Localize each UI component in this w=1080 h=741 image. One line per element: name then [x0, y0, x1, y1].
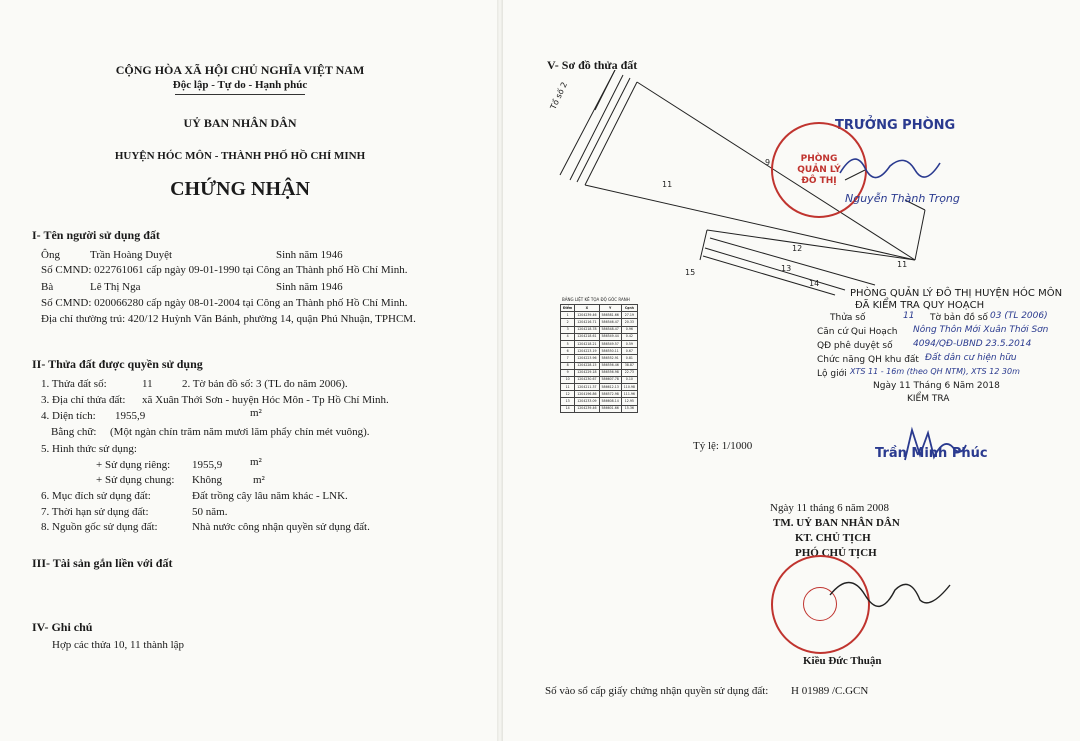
table-row	[561, 391, 638, 398]
check-road-label: Lộ giới	[817, 369, 847, 379]
owner1-name: Trần Hoàng Duyệt	[90, 249, 173, 261]
check-basis-label: Căn cứ Qui Hoạch	[817, 327, 898, 337]
stamp1-signer: Nguyễn Thành Trọng	[845, 192, 960, 205]
check-sheet-label: Tờ bản đồ số	[930, 313, 988, 323]
owner2-prefix: Bà	[41, 281, 54, 293]
certificate-left-page	[0, 0, 495, 741]
stamp1-center: PHÒNG QUẢN LÝ ĐÔ THỊ	[797, 154, 841, 186]
coord-cell: 586581.66	[599, 312, 621, 319]
coord-cell: 586548.47	[599, 326, 621, 333]
scale: Tỷ lệ: 1/1000	[693, 440, 753, 452]
page-fold	[497, 0, 503, 741]
sign-date: Ngày 11 tháng 6 năm 2008	[770, 502, 890, 514]
coord-cell: 22.73	[621, 369, 637, 376]
shared-use-unit: m²	[253, 474, 265, 486]
shared-use-value: Không	[192, 474, 222, 486]
table-row	[561, 340, 638, 347]
motto-underline	[175, 94, 305, 95]
coord-cell: 11	[561, 384, 575, 391]
table-row	[561, 348, 638, 355]
coordinate-table	[560, 304, 638, 413]
table-row	[561, 362, 638, 369]
plot-label-14: 14	[809, 279, 820, 288]
coord-cell: 1204218.21	[575, 340, 599, 347]
sign-name: Kiều Đức Thuận	[803, 655, 882, 667]
coord-cell: 1204239.46	[575, 405, 599, 412]
owner1-birth: Sinh năm 1946	[276, 249, 343, 261]
origin-value: Nhà nước công nhận quyền sử dụng đất.	[192, 521, 370, 533]
area-words-value: (Một ngàn chín trăm năm mươi lăm phẩy chín mét vuông).	[110, 426, 370, 438]
table-row	[561, 376, 638, 383]
coord-cell: 586601.66	[599, 405, 621, 412]
check-func-label: Chức năng QH khu đất	[817, 355, 919, 365]
check-parcel-value: 11	[903, 311, 915, 321]
coord-cell: 3	[561, 326, 575, 333]
note-text: Hợp các thửa 10, 11 thành lập	[52, 639, 185, 651]
table-row	[561, 326, 638, 333]
stamp1-signature	[835, 148, 945, 188]
shared-use-label: + Sử dụng chung:	[96, 474, 175, 486]
table-row	[561, 398, 638, 405]
coord-cell: 586546.47	[599, 319, 621, 326]
coord-cell: 10	[561, 376, 575, 383]
owner1-id: Số CMND: 022761061 cấp ngày 09-01-1990 tại Công an Thành phố Hồ Chí Minh.	[41, 264, 408, 276]
plot-label-12: 12	[792, 244, 803, 253]
check-office: PHÒNG QUẢN LÝ ĐÔ THỊ HUYỆN HÓC MÔN	[850, 288, 1063, 299]
table-row	[561, 312, 638, 319]
section-2-heading: II- Thửa đất được quyền sử dụng	[32, 357, 203, 371]
coord-cell: 0.67	[621, 348, 637, 355]
coord-cell: 1204223.19	[575, 348, 599, 355]
coord-cell: 9	[561, 369, 575, 376]
sign-role: PHÓ CHỦ TỊCH	[795, 547, 877, 559]
purpose-value: Đất trồng cây lâu năm khác - LNK.	[192, 490, 348, 502]
coord-cell: 586550.11	[599, 348, 621, 355]
coord-cell: 1204239.46	[575, 312, 599, 319]
coord-cell: 111.96	[621, 391, 637, 398]
coord-cell: 1204223.96	[575, 355, 599, 362]
table-row	[561, 384, 638, 391]
coord-cell: 12.95	[621, 398, 637, 405]
check-decision-value: 4094/QĐ-UBND 23.5.2014	[913, 339, 1032, 349]
section-4-heading: IV- Ghi chú	[32, 620, 93, 634]
coord-cell: 12	[561, 391, 575, 398]
coord-cell: 2	[561, 319, 575, 326]
stamp1-heading: TRƯỞNG PHÒNG	[835, 118, 956, 133]
owner-address: Địa chỉ thường trú: 420/12 Huỳnh Văn Bánh, phường 14, quận Phú Nhuận, TPHCM.	[41, 313, 416, 325]
coord-cell: 13	[561, 398, 575, 405]
registration-value: H 01989 /C.GCN	[791, 685, 869, 697]
table-row	[561, 319, 638, 326]
plot-label-15: 15	[685, 268, 696, 277]
coord-cell: 6	[561, 348, 575, 355]
coord-cell: 7	[561, 355, 575, 362]
check-signer: Trần Minh Phúc	[875, 446, 988, 461]
coord-cell: 5	[561, 340, 575, 347]
check-title: ĐÃ KIỂM TRA QUY HOẠCH	[855, 300, 985, 311]
coord-cell: 1204211.37	[575, 384, 599, 391]
parcel-number-label: 1. Thửa đất số:	[41, 378, 107, 390]
parcel-number-value: 11	[142, 378, 153, 390]
coord-cell: 1204196.86	[575, 391, 599, 398]
coord-cell: 1204218.61	[575, 333, 599, 340]
plot-label-13: 13	[781, 264, 792, 273]
coord-header-cell: Cạnh	[621, 305, 637, 312]
term-value: 50 năm.	[192, 506, 228, 518]
coord-cell: 4	[561, 333, 575, 340]
usage-form-label: 5. Hình thức sử dụng:	[41, 443, 137, 455]
check-date: Ngày 11 Tháng 6 Năm 2018	[873, 381, 1000, 391]
coord-cell: 586608.14	[599, 398, 621, 405]
table-row	[561, 369, 638, 376]
coord-cell: 1204216.71	[575, 319, 599, 326]
coord-cell: 586607.78	[599, 376, 621, 383]
coord-cell: 586552.91	[599, 355, 621, 362]
section-3-heading: III- Tài sản gắn liền với đất	[32, 556, 173, 570]
coord-cell: 586556.98	[599, 369, 621, 376]
map-sheet: 2. Tờ bản đồ số: 3 (TL đo năm 2006).	[182, 378, 348, 390]
purpose-label: 6. Mục đích sử dụng đất:	[41, 490, 151, 502]
coord-cell: 20.33	[621, 319, 637, 326]
coord-cell: 586612.13	[599, 384, 621, 391]
coord-cell: 27.19	[621, 312, 637, 319]
coord-cell: 1	[561, 312, 575, 319]
check-parcel-label: Thửa số	[830, 313, 866, 323]
area-unit: m²	[250, 407, 262, 419]
check-road-value: XTS 11 - 16m (theo QH NTM), XTS 12 30m	[850, 367, 1020, 376]
certificate-right-page	[505, 0, 1080, 741]
check-decision-label: QĐ phê duyệt số	[817, 341, 893, 351]
owner2-name: Lê Thị Nga	[90, 281, 141, 293]
coord-cell: 1204228.15	[575, 362, 599, 369]
registration-label: Số vào sổ cấp giấy chứng nhận quyền sử dụng đất:	[545, 685, 769, 697]
term-label: 7. Thời hạn sử dụng đất:	[41, 506, 149, 518]
coord-cell: 586549.44	[599, 333, 621, 340]
parcel-address-label: 3. Địa chỉ thửa đất:	[41, 394, 126, 406]
plot-label-11: 11	[662, 180, 673, 189]
section-1-heading: I- Tên người sử dụng đất	[32, 228, 160, 242]
sign-org: TM. UỶ BAN NHÂN DÂN	[773, 517, 900, 529]
check-role: KIỂM TRA	[907, 394, 950, 404]
coord-cell: 15.36	[621, 405, 637, 412]
coord-cell: 110.98	[621, 384, 637, 391]
private-use-label: + Sử dụng riêng:	[96, 459, 171, 471]
owner2-birth: Sinh năm 1946	[276, 281, 343, 293]
area-words-label: Bằng chữ:	[51, 426, 97, 438]
coord-cell: 0.42	[621, 333, 637, 340]
check-sheet-value: 03 (TL 2006)	[990, 311, 1048, 321]
committee-name: UỶ BAN NHÂN DÂN	[183, 116, 297, 130]
coord-cell: 0.10	[621, 376, 637, 383]
republic-header: CỘNG HÒA XÃ HỘI CHỦ NGHĨA VIỆT NAM	[115, 63, 365, 77]
coordinate-table-title: BẢNG LIỆT KÊ TỌA ĐỘ GÓC RANH	[562, 297, 630, 302]
coord-cell: 8	[561, 362, 575, 369]
coord-cell: 586556.46	[599, 362, 621, 369]
table-row	[561, 405, 638, 412]
plot-label-9: 9	[765, 158, 771, 167]
coord-cell: 0.81	[621, 355, 637, 362]
coord-header-cell: Y	[599, 305, 621, 312]
road-label: Tổ số 2	[548, 80, 570, 111]
coord-cell: 586549.57	[599, 340, 621, 347]
document-title: CHỨNG NHẬN	[170, 178, 310, 200]
coord-header-cell: X	[575, 305, 599, 312]
motto: Độc lập - Tự do - Hạnh phúc	[172, 79, 308, 91]
coord-cell: 1204233.09	[575, 398, 599, 405]
coord-cell: 0.96	[621, 326, 637, 333]
coord-cell: 14	[561, 405, 575, 412]
official-signature	[825, 565, 955, 625]
owner2-id: Số CMND: 020066280 cấp ngày 08-01-2004 tại Công an Thành phố Hồ Chí Minh.	[41, 297, 408, 309]
area-label: 4. Diện tích:	[41, 410, 96, 422]
coord-header-cell: Điểm	[561, 305, 575, 312]
coord-cell: 1204229.18	[575, 369, 599, 376]
check-func-value: Đất dân cư hiện hữu	[925, 353, 1017, 363]
area-value: 1955,9	[115, 410, 146, 422]
district-name: HUYỆN HÓC MÔN - THÀNH PHỐ HỒ CHÍ MINH	[114, 150, 366, 162]
check-basis-value: Nông Thôn Mới Xuân Thới Sơn	[913, 325, 1049, 335]
owner1-prefix: Ông	[41, 249, 60, 261]
coord-cell: 38.87	[621, 362, 637, 369]
origin-label: 8. Nguồn gốc sử dụng đất:	[41, 521, 158, 533]
table-row	[561, 355, 638, 362]
private-use-unit: m²	[250, 456, 262, 468]
sign-kt: KT. CHỦ TỊCH	[795, 532, 871, 544]
section-5-heading: V- Sơ đồ thửa đất	[547, 58, 638, 72]
coord-cell: 0.59	[621, 340, 637, 347]
coord-cell: 1204230.67	[575, 376, 599, 383]
table-row	[561, 333, 638, 340]
plot-label-11b: 11	[897, 260, 908, 269]
coord-cell: 1204218.78	[575, 326, 599, 333]
parcel-address-value: xã Xuân Thới Sơn - huyện Hóc Môn - Tp Hồ Chí Minh.	[142, 394, 389, 406]
private-use-value: 1955,9	[192, 459, 223, 471]
coord-cell: 586572.98	[599, 391, 621, 398]
